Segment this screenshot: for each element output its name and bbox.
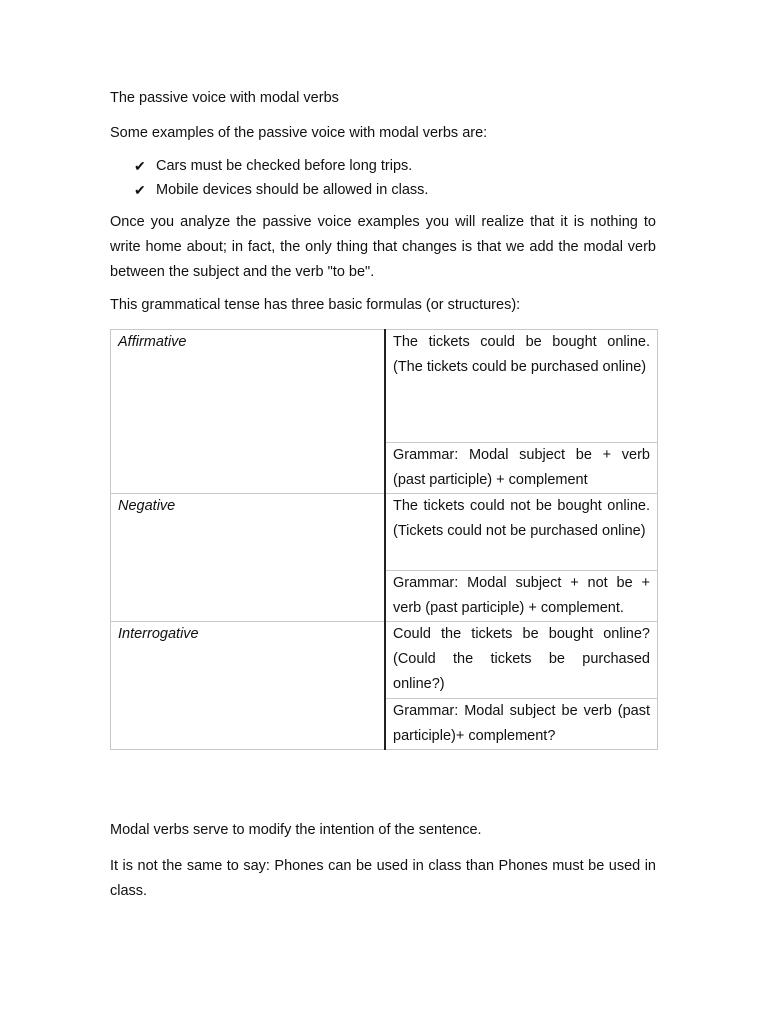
intro-paragraph: Some examples of the passive voice with modal verbs are: xyxy=(110,125,488,141)
table-row xyxy=(111,330,658,443)
grammar-cell: Grammar: Modal subject + not be + verb (past participle) + complement. xyxy=(385,571,658,622)
closing-paragraph: Modal verbs serve to modify the intention of the sentence. xyxy=(110,822,482,838)
list-item xyxy=(110,178,656,202)
check-mark-icon: ✔ xyxy=(134,182,146,198)
formulas-intro: This grammatical tense has three basic formulas (or structures): xyxy=(110,297,521,313)
examples-list xyxy=(110,154,656,202)
grammar-cell: Grammar: Modal subject be verb (past participle)+ complement? xyxy=(385,699,658,750)
table-row xyxy=(111,622,658,699)
example-cell: The tickets could be bought online. (The tickets could be purchased online) xyxy=(385,330,658,443)
closing-paragraph: It is not the same to say: Phones can be used in class than Phones must be used in class. xyxy=(110,858,656,899)
document-page xyxy=(110,86,656,904)
formulas-table xyxy=(110,329,658,750)
row-label-negative: Negative xyxy=(111,494,386,622)
grammar-cell: Grammar: Modal subject be + verb (past participle) + complement xyxy=(385,443,658,494)
row-label-interrogative: Interrogative xyxy=(111,622,386,750)
analysis-paragraph: Once you analyze the passive voice examples you will realize that it is nothing to write home about; in fact, the only thing that changes is that we add the modal verb between the subject and the verb "to be". xyxy=(110,214,656,280)
list-item xyxy=(110,154,656,178)
row-label-affirmative: Affirmative xyxy=(111,330,386,494)
check-mark-icon: ✔ xyxy=(134,158,146,174)
example-cell: The tickets could not be bought online. (Tickets could not be purchased online) xyxy=(385,494,658,571)
example-text: Cars must be checked before long trips. xyxy=(156,158,413,174)
document-title: The passive voice with modal verbs xyxy=(110,90,339,106)
example-text: Mobile devices should be allowed in class. xyxy=(156,182,429,198)
example-cell: Could the tickets be bought online? (Could the tickets be purchased online?) xyxy=(385,622,658,699)
table-row xyxy=(111,494,658,571)
